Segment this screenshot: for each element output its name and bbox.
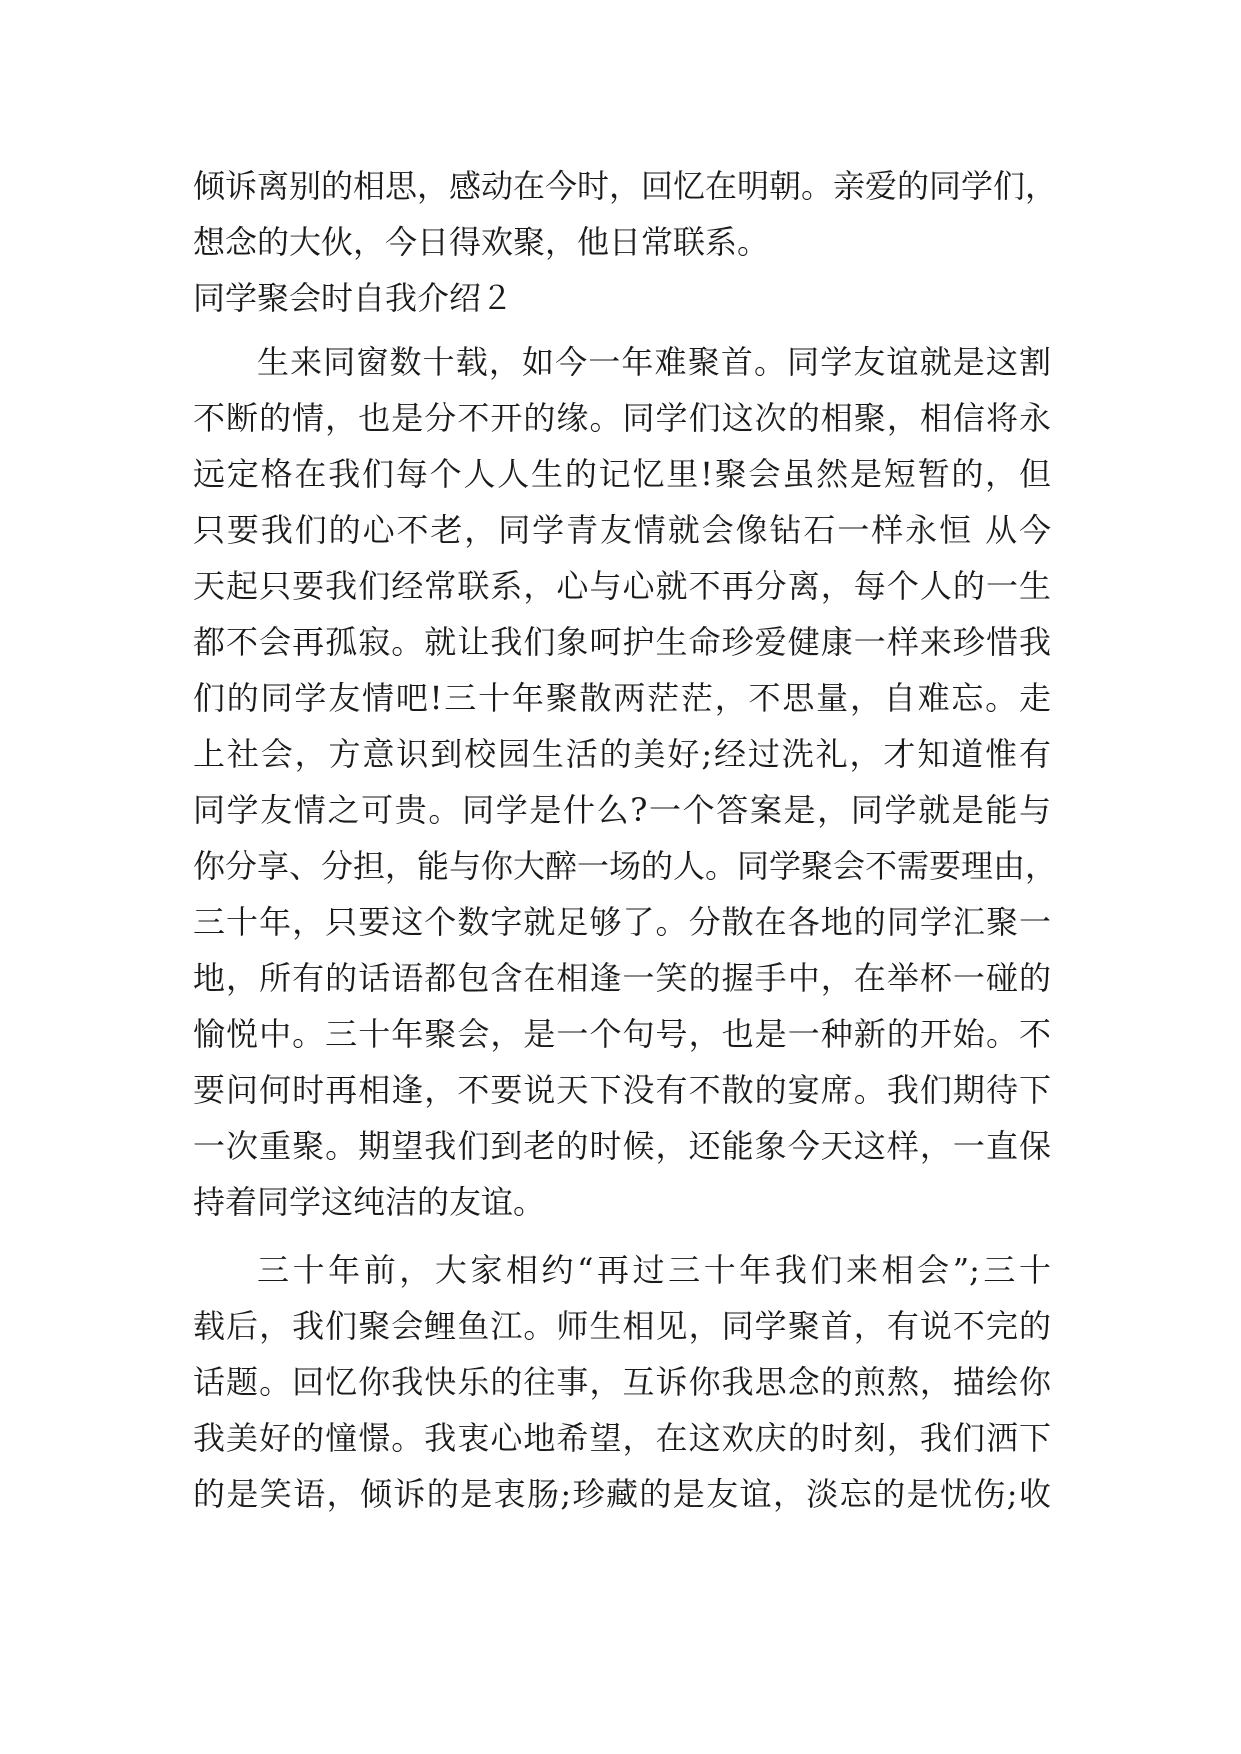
text-line: 我美好的憧憬。我衷心地希望，在这欢庆的时刻，我们洒下 bbox=[193, 1419, 1051, 1457]
text-line: 一次重聚。期望我们到老的时候，还能象今天这样，一直保 bbox=[193, 1127, 1051, 1165]
text-line: 同学友情之可贵。同学是什么?一个答案是，同学就是能与 bbox=[193, 791, 1051, 829]
section-title: 同学聚会时自我介绍２ bbox=[193, 279, 514, 317]
paragraph-1 bbox=[193, 334, 1058, 1230]
text-line: 愉悦中。三十年聚会，是一个句号，也是一种新的开始。不 bbox=[193, 1015, 1051, 1053]
text-line: 们的同学友情吧!三十年聚散两茫茫，不思量，自难忘。走 bbox=[193, 679, 1051, 717]
text-line: 载后，我们聚会鲤鱼江。师生相见，同学聚首，有说不完的 bbox=[193, 1307, 1051, 1345]
paragraph-2 bbox=[193, 1242, 1051, 1522]
text-line: 生来同窗数十载，如今一年难聚首。同学友谊就是这割 bbox=[257, 343, 1051, 381]
text-line: 地，所有的话语都包含在相逢一笑的握手中，在举杯一碰的 bbox=[193, 959, 1051, 997]
text-line: 你分享、分担，能与你大醉一场的人。同学聚会不需要理由， bbox=[193, 847, 1058, 885]
text-line: 要问何时再相逢，不要说天下没有不散的宴席。我们期待下 bbox=[193, 1071, 1051, 1109]
text-line: 持着同学这纯洁的友谊。 bbox=[193, 1183, 546, 1221]
text-line: 不断的情，也是分不开的缘。同学们这次的相聚，相信将永 bbox=[193, 399, 1051, 437]
text-line: 三十年，只要这个数字就足够了。分散在各地的同学汇聚一 bbox=[193, 903, 1051, 941]
text-line: 天起只要我们经常联系，心与心就不再分离，每个人的一生 bbox=[193, 567, 1051, 605]
text-line: 上社会，方意识到校园生活的美好;经过洗礼，才知道惟有 bbox=[193, 735, 1051, 773]
text-line: 的是笑语，倾诉的是衷肠;珍藏的是友谊，淡忘的是忧伤;收 bbox=[193, 1475, 1051, 1513]
text-line: 远定格在我们每个人人生的记忆里!聚会虽然是短暂的，但 bbox=[193, 455, 1051, 493]
document-body bbox=[193, 158, 1058, 1522]
text-line: 只要我们的心不老，同学青友情就会像钻石一样永恒 从今 bbox=[193, 511, 1051, 549]
text-line: 倾诉离别的相思，感动在今时，回忆在明朝。亲爱的同学们， bbox=[193, 167, 1058, 205]
text-line: 三十年前，大家相约“再过三十年我们来相会”;三十 bbox=[257, 1251, 1051, 1289]
paragraph-top bbox=[193, 158, 1058, 270]
text-line: 想念的大伙，今日得欢聚，他日常联系。 bbox=[193, 223, 770, 261]
paragraph-spacer bbox=[193, 1230, 1051, 1242]
text-line: 话题。回忆你我快乐的往事，互诉你我思念的煎熬，描绘你 bbox=[193, 1363, 1051, 1401]
text-line: 都不会再孤寂。就让我们象呵护生命珍爱健康一样来珍惜我 bbox=[193, 623, 1051, 661]
